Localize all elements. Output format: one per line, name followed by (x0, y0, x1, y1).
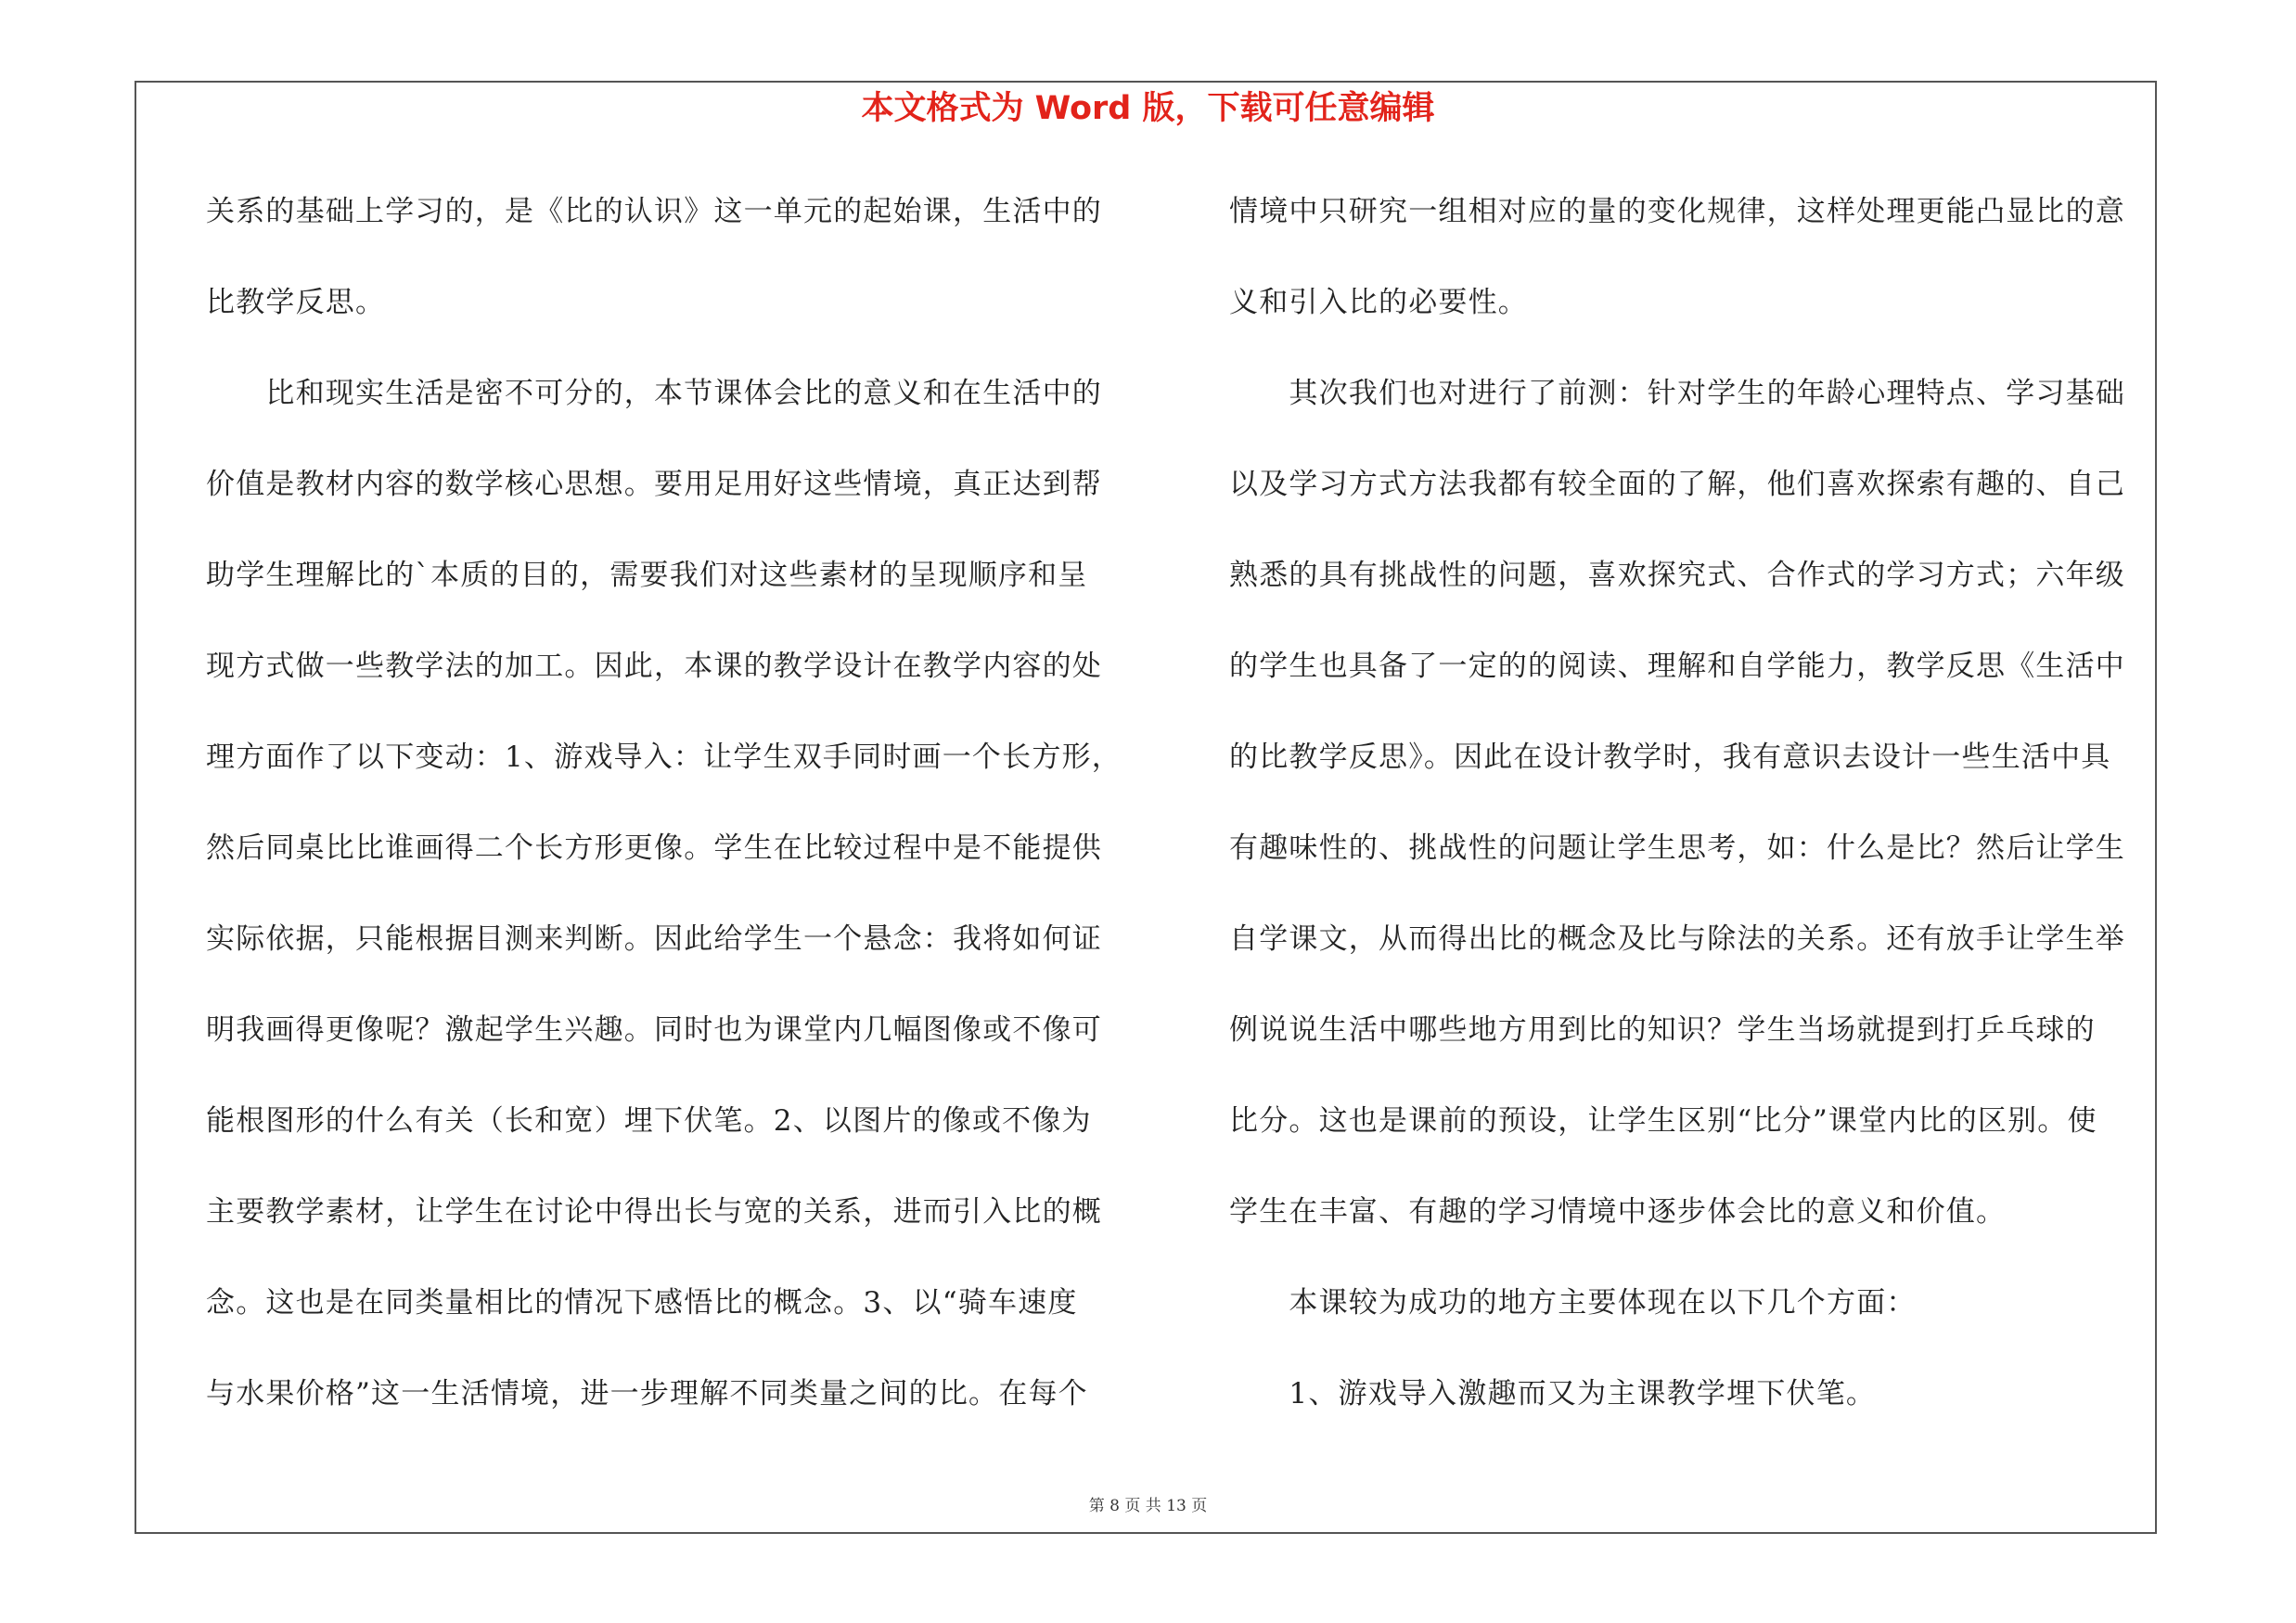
text-line: 能根图形的什么有关（长和宽）埋下伏笔。2、以图片的像或不像为 (206, 1104, 1092, 1138)
text-line: 关系的基础上学习的，是《比的认识》这一单元的起始课，生活中的 (206, 195, 1102, 228)
text-line: 有趣味性的、挑战性的问题让学生思考，如：什么是比？然后让学生 (1229, 831, 2125, 865)
text-line: 然后同桌比比谁画得二个长方形更像。学生在比较过程中是不能提供 (206, 831, 1102, 865)
text-line: 本课较为成功的地方主要体现在以下几个方面： (1229, 1286, 1917, 1320)
text-line: 比分。这也是课前的预设，让学生区别“比分”课堂内比的区别。使 (1229, 1104, 2097, 1138)
text-line: 的比教学反思》。因此在设计教学时，我有意识去设计一些生活中具 (1229, 741, 2111, 774)
page-number: 第 8 页 共 13 页 (1088, 1497, 1208, 1515)
text-line: 以及学习方式方法我都有较全面的了解，他们喜欢探索有趣的、自己 (1229, 468, 2125, 501)
text-line: 义和引入比的必要性。 (1229, 286, 1528, 319)
text-line: 明我画得更像呢？激起学生兴趣。同时也为课堂内几幅图像或不像可 (206, 1013, 1102, 1047)
text-line: 理方面作了以下变动：1、游戏导入：让学生双手同时画一个长方形， (206, 741, 1122, 774)
text-line: 熟悉的具有挑战性的问题，喜欢探究式、合作式的学习方式；六年级 (1229, 559, 2125, 592)
text-line: 其次我们也对进行了前测：针对学生的年龄心理特点、学习基础 (1229, 377, 2125, 410)
text-line: 情境中只研究一组相对应的量的变化规律，这样处理更能凸显比的意 (1229, 195, 2125, 228)
text-line: 例说说生活中哪些地方用到比的知识？学生当场就提到打乒乓球的 (1229, 1013, 2096, 1047)
text-line: 与水果价格”这一生活情境，进一步理解不同类量之间的比。在每个 (206, 1377, 1088, 1410)
text-line: 学生在丰富、有趣的学习情境中逐步体会比的意义和价值。 (1229, 1195, 2007, 1229)
format-banner: 本文格式为 Word 版，下载可任意编辑 (861, 90, 1435, 127)
text-line: 实际依据，只能根据目测来判断。因此给学生一个悬念：我将如何证 (206, 922, 1102, 956)
text-line: 助学生理解比的`本质的目的，需要我们对这些素材的呈现顺序和呈 (206, 559, 1088, 592)
text-line: 主要教学素材，让学生在讨论中得出长与宽的关系，进而引入比的概 (206, 1195, 1102, 1229)
text-line: 比教学反思。 (206, 286, 386, 319)
text-line: 比和现实生活是密不可分的，本节课体会比的意义和在生活中的 (206, 377, 1102, 410)
text-line: 价值是教材内容的数学核心思想。要用足用好这些情境，真正达到帮 (206, 468, 1102, 501)
text-line: 现方式做一些教学法的加工。因此，本课的教学设计在教学内容的处 (206, 650, 1102, 683)
right-column (1229, 186, 2148, 1459)
text-line: 1、游戏导入激趣而又为主课教学埋下伏笔。 (1229, 1377, 1877, 1410)
text-line: 自学课文，从而得出比的概念及比与除法的关系。还有放手让学生举 (1229, 922, 2125, 956)
text-line: 的学生也具备了一定的的阅读、理解和自学能力，教学反思《生活中 (1229, 650, 2125, 683)
left-column (206, 186, 1124, 1459)
text-line: 念。这也是在同类量相比的情况下感悟比的概念。3、以“骑车速度 (206, 1286, 1078, 1320)
